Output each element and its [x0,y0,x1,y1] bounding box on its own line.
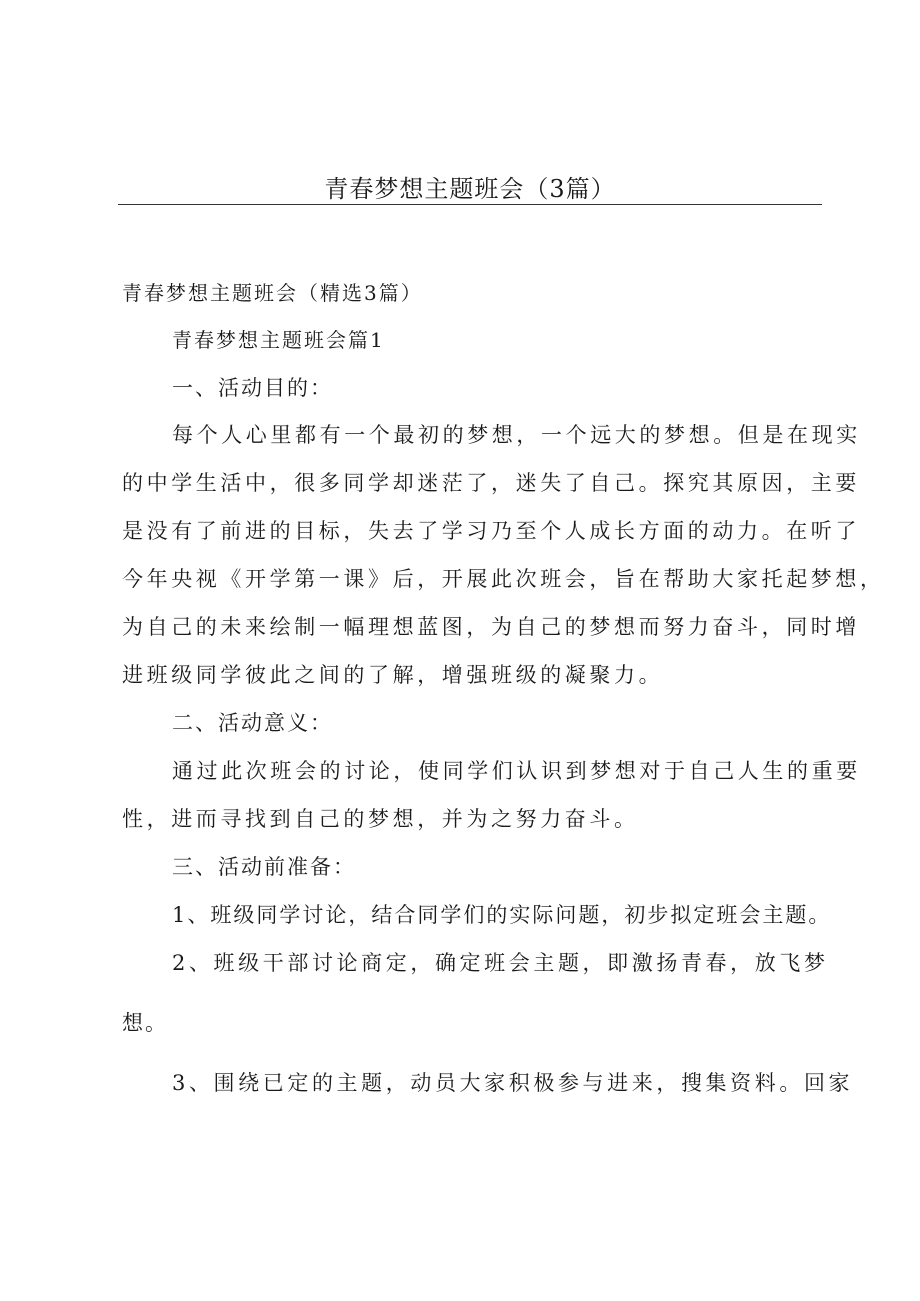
list-item-2-line: 想。 [122,1011,168,1035]
title-underline-divider [118,204,822,205]
section-heading: 青春梦想主题班会篇1 [172,328,385,352]
document-title: 青春梦想主题班会（3篇） [324,175,616,203]
paragraph-significance-line: 通过此次班会的讨论，使同学们认识到梦想对于自己人生的重要 [172,759,861,783]
paragraph-purpose-line: 每个人心里都有一个最初的梦想，一个远大的梦想。但是在现实 [172,423,861,447]
list-item-2-line: 2、班级干部讨论商定，确定班会主题，即激扬青春，放飞梦 [172,951,829,975]
paragraph-significance-line: 性，进而寻找到自己的梦想，并为之努力奋斗。 [122,807,639,831]
paragraph-purpose-line: 今年央视《开学第一课》后，开展此次班会，旨在帮助大家托起梦想， [122,567,885,591]
list-item-1: 1、班级同学讨论，结合同学们的实际问题，初步拟定班会主题。 [172,903,832,927]
list-item-3: 3、围绕已定的主题，动员大家积极参与进来，搜集资料。回家 [172,1071,854,1095]
heading-preparation: 三、活动前准备： [172,855,356,879]
document-subtitle: 青春梦想主题班会（精选3篇） [122,281,423,305]
paragraph-purpose-line: 进班级同学彼此之间的了解，增强班级的凝聚力。 [122,663,664,687]
paragraph-purpose-line: 的中学生活中，很多同学却迷茫了，迷失了自己。探究其原因，主要 [122,471,860,495]
heading-activity-significance: 二、活动意义： [172,711,333,735]
heading-activity-purpose: 一、活动目的： [172,376,333,400]
paragraph-purpose-line: 为自己的未来绘制一幅理想蓝图，为自己的梦想而努力奋斗，同时增 [122,615,860,639]
paragraph-purpose-line: 是没有了前进的目标，失去了学习乃至个人成长方面的动力。在听了 [122,519,860,543]
